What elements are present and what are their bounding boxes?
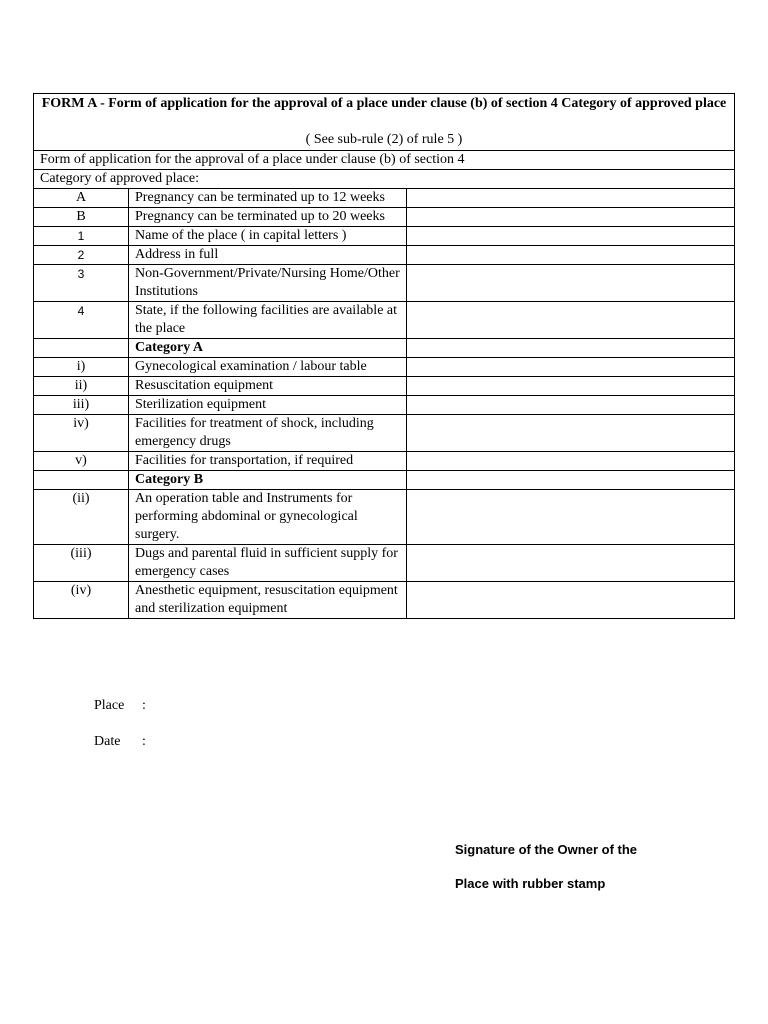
- form-header-row: [34, 94, 735, 151]
- row-answer-cell[interactable]: [407, 208, 735, 227]
- category-line-row: [34, 170, 735, 189]
- table-row: [34, 189, 735, 208]
- row-description: An operation table and Instruments for performing abdominal or gynecological surgery.: [129, 490, 407, 545]
- row-number: (ii): [34, 490, 129, 545]
- form-subrule: ( See sub-rule (2) of rule 5 ): [305, 132, 463, 147]
- row-number: 4: [34, 302, 129, 339]
- signature-label-line-2: Place with rubber stamp: [455, 876, 606, 891]
- row-answer-cell: [407, 471, 735, 490]
- row-number: iv): [34, 415, 129, 452]
- row-description: Anesthetic equipment, resuscitation equipment and sterilization equipment: [129, 582, 407, 619]
- row-answer-cell[interactable]: [407, 490, 735, 545]
- row-description: Name of the place ( in capital letters ): [129, 227, 407, 246]
- row-answer-cell[interactable]: [407, 396, 735, 415]
- table-row: [34, 415, 735, 452]
- table-row: [34, 582, 735, 619]
- row-answer-cell: [407, 339, 735, 358]
- row-answer-cell[interactable]: [407, 227, 735, 246]
- application-line-row: [34, 151, 735, 170]
- row-description: State, if the following facilities are available at the place: [129, 302, 407, 339]
- table-row: [34, 490, 735, 545]
- row-number: 1: [34, 227, 129, 246]
- date-label: Date: [94, 734, 121, 749]
- table-row: [34, 265, 735, 302]
- table-row: [34, 358, 735, 377]
- row-answer-cell[interactable]: [407, 582, 735, 619]
- category-line: Category of approved place:: [34, 170, 735, 189]
- row-answer-cell[interactable]: [407, 189, 735, 208]
- row-number: (iv): [34, 582, 129, 619]
- row-number: i): [34, 358, 129, 377]
- row-answer-cell[interactable]: [407, 377, 735, 396]
- row-description: Non-Government/Private/Nursing Home/Other Institutions: [129, 265, 407, 302]
- row-description: Resuscitation equipment: [129, 377, 407, 396]
- application-form-table: [33, 93, 735, 619]
- form-header-cell: [34, 94, 735, 151]
- row-number: 2: [34, 246, 129, 265]
- date-field: [94, 734, 146, 750]
- place-field: [94, 698, 146, 714]
- row-description: Pregnancy can be terminated up to 20 weeks: [129, 208, 407, 227]
- row-number: [34, 471, 129, 490]
- row-number: v): [34, 452, 129, 471]
- table-row: [34, 452, 735, 471]
- table-row: [34, 246, 735, 265]
- table-row: [34, 396, 735, 415]
- row-answer-cell[interactable]: [407, 302, 735, 339]
- row-number: [34, 339, 129, 358]
- row-description: Facilities for treatment of shock, including emergency drugs: [129, 415, 407, 452]
- place-colon: :: [142, 698, 146, 713]
- row-number: ii): [34, 377, 129, 396]
- application-line: Form of application for the approval of a place under clause (b) of section 4: [34, 151, 735, 170]
- row-description: Pregnancy can be terminated up to 12 weeks: [129, 189, 407, 208]
- category-a-heading: Category A: [129, 339, 407, 358]
- form-title: FORM A - Form of application for the approval of a place under clause (b) of section 4 Category of approved place: [41, 96, 727, 111]
- row-answer-cell[interactable]: [407, 246, 735, 265]
- category-a-heading-row: [34, 339, 735, 358]
- row-answer-cell[interactable]: [407, 545, 735, 582]
- row-number: iii): [34, 396, 129, 415]
- row-description: Facilities for transportation, if required: [129, 452, 407, 471]
- place-label: Place: [94, 698, 125, 713]
- row-answer-cell[interactable]: [407, 265, 735, 302]
- row-number: (iii): [34, 545, 129, 582]
- row-answer-cell[interactable]: [407, 358, 735, 377]
- table-row: [34, 302, 735, 339]
- category-b-heading: Category B: [129, 471, 407, 490]
- row-description: Sterilization equipment: [129, 396, 407, 415]
- table-row: [34, 208, 735, 227]
- row-number: B: [34, 208, 129, 227]
- row-description: Gynecological examination / labour table: [129, 358, 407, 377]
- row-answer-cell[interactable]: [407, 452, 735, 471]
- table-row: [34, 227, 735, 246]
- row-description: Address in full: [129, 246, 407, 265]
- category-b-heading-row: [34, 471, 735, 490]
- row-number: A: [34, 189, 129, 208]
- row-answer-cell[interactable]: [407, 415, 735, 452]
- row-description: Dugs and parental fluid in sufficient supply for emergency cases: [129, 545, 407, 582]
- signature-label-line-1: Signature of the Owner of the: [455, 842, 638, 857]
- date-colon: :: [142, 734, 146, 749]
- row-number: 3: [34, 265, 129, 302]
- table-row: [34, 377, 735, 396]
- table-row: [34, 545, 735, 582]
